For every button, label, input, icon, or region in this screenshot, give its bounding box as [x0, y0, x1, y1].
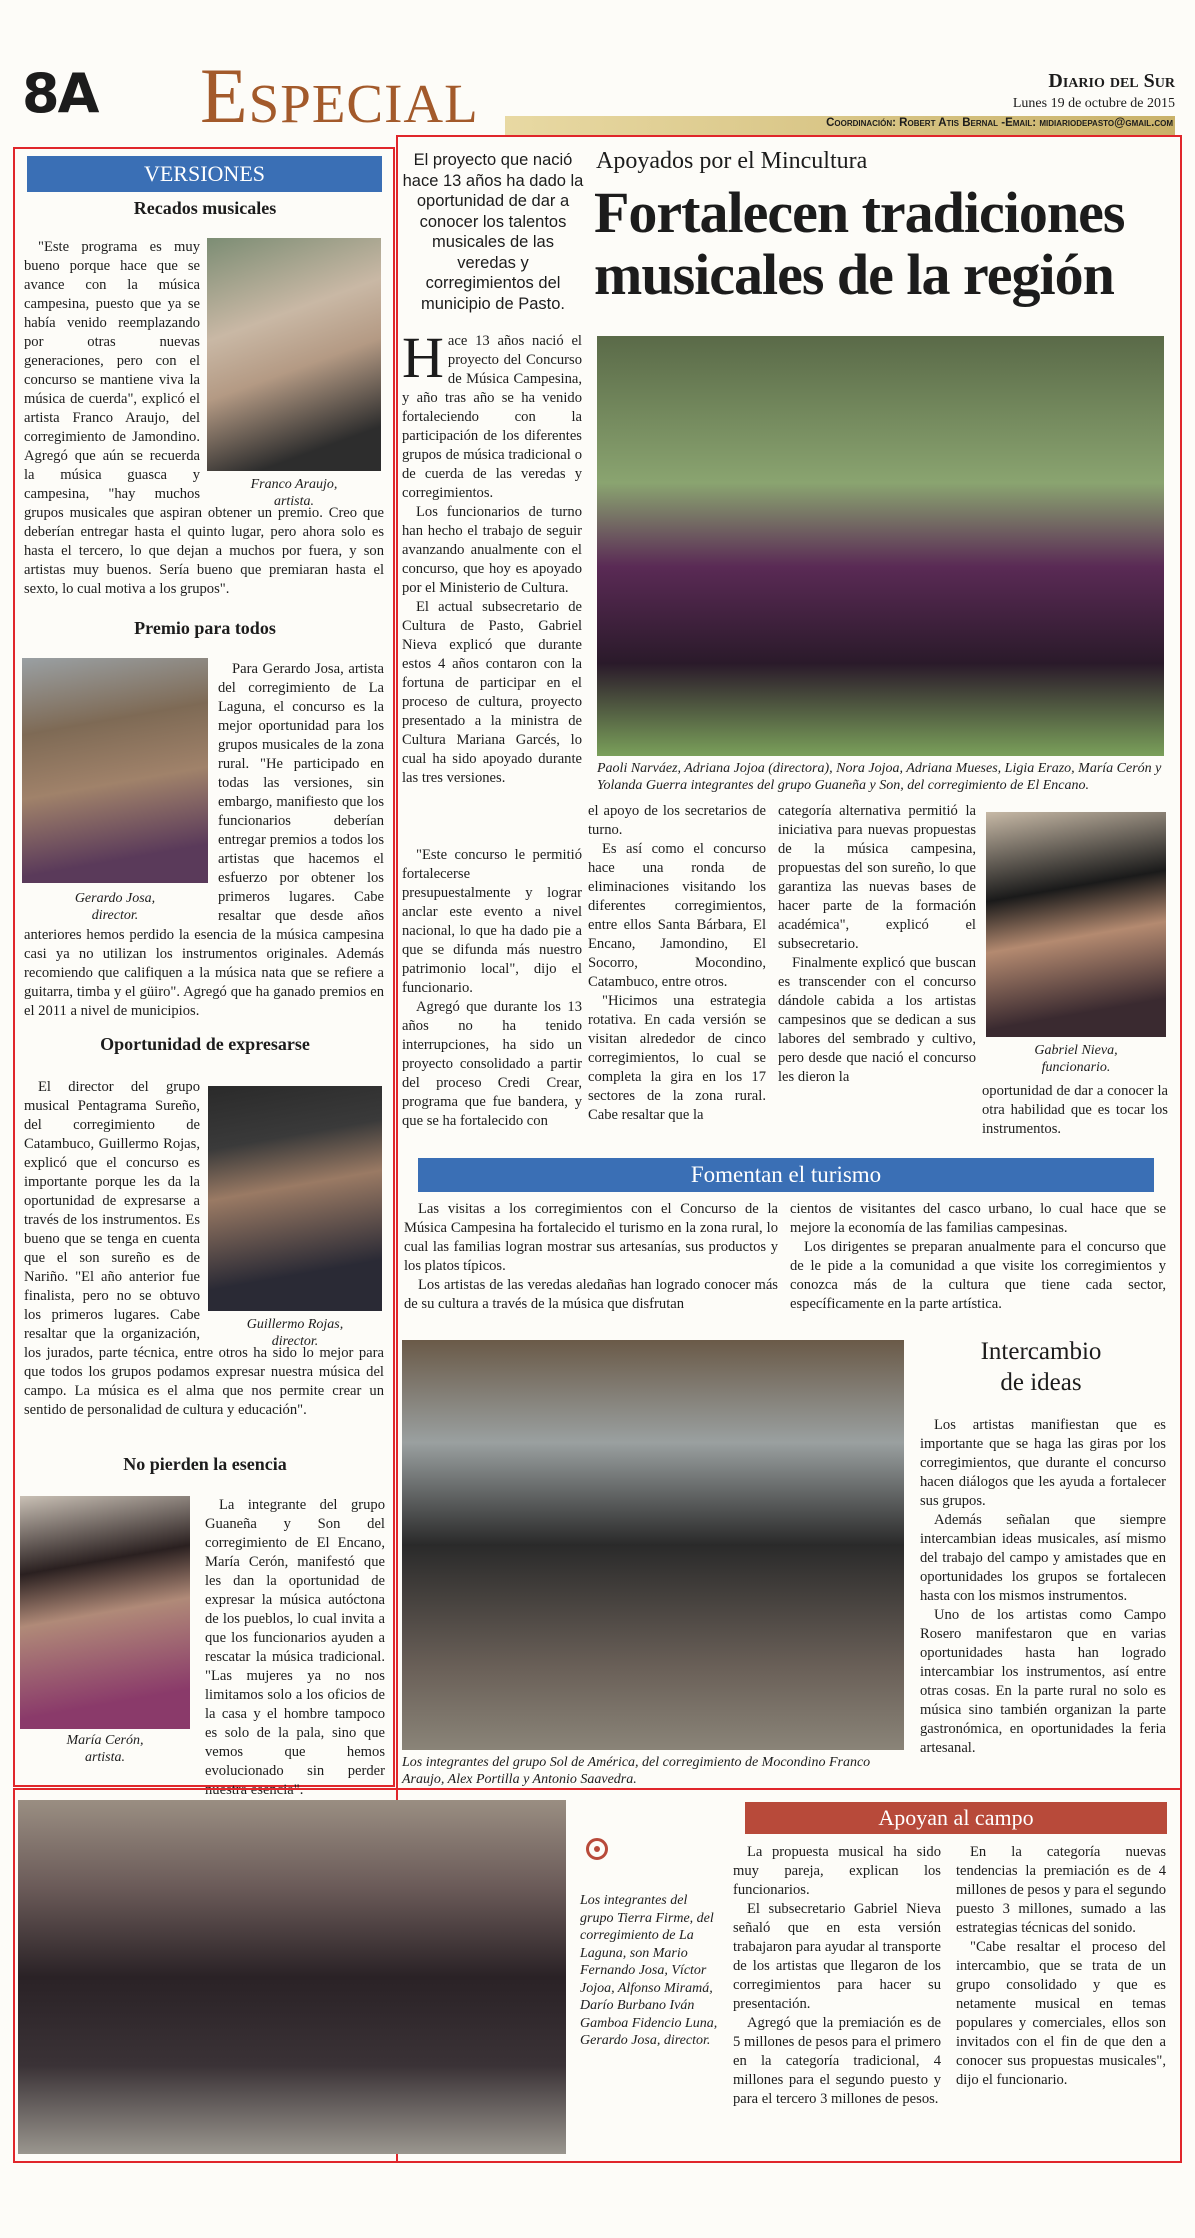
kicker: Apoyados por el Mincultura: [596, 148, 868, 174]
headline: Fortalecen tradiciones musicales de la región: [594, 180, 1125, 307]
turismo-p3: cientos de visitantes del casco urbano, lo cual hace que se mejore la economía de las familias campesinas.: [790, 1201, 1166, 1236]
photo-maria-ceron: [20, 1496, 190, 1729]
col4-p1: oportunidad de dar a conocer la otra habilidad que es tocar los instrumentos.: [982, 1083, 1168, 1137]
turismo-col2: [790, 1200, 1166, 1314]
photo-tierra-firme: [18, 1800, 566, 2154]
page-number: 8A: [22, 62, 98, 125]
main-col4: [982, 1082, 1168, 1139]
col1-p3: El actual subsecretario de Cultura de Pasto, Gabriel Nieva explicó que durante estos 4 años contaron con la fortuna de participar en el proceso de cultura, proyecto presentado a la ministra de Cultura Mariana Garcés, lo cual ha sido apoyado durante las tres versiones.: [402, 599, 582, 786]
main-col3: [778, 802, 976, 1087]
photo-gabriel-nieva: [986, 812, 1166, 1037]
caption-gerardo-name: Gerardo Josa,: [74, 891, 156, 906]
esencia-paragraph: La integrante del grupo Guaneña y Son del corregimiento de El Encano, María Cerón, manifestó que les dan la oportunidad de expresar la música autóctona de los pueblos, lo cual invita a que los funcionarios ayuden a rescatar la música tradicional. "Las mujeres ya no nos limitamos solo a los oficios de la casa y el hombre tampoco es solo de la pala, sino que vemos que hemos evolucionado sin perder nuestra esencia".: [205, 1497, 385, 1798]
photo-guanena-y-son: [597, 336, 1164, 756]
caption-maria-name: María Cerón,: [66, 1733, 144, 1748]
caption-gerardo-role: director.: [91, 908, 139, 923]
caption-maria: [20, 1732, 190, 1766]
turismo-p4: Los dirigentes se preparan anualmente para el concurso que de le pide a la comunidad a que visite los corregimientos y conozca más de la cultura que tiene cada sector, específicamente en la parte artística.: [790, 1239, 1166, 1312]
photo-sol-de-america: [402, 1340, 904, 1750]
apoyan-p2: El subsecretario Gabriel Nieva señaló que en esta versión trabajaron para ayudar al transporte de los artistas que llegaron de los corregimientos para hacer su presentación.: [733, 1901, 941, 2012]
photo1-caption: Paoli Narváez, Adriana Jojoa (directora), Nora Jojoa, Adriana Mueses, Ligia Erazo, María Cerón y Yolanda Guerra integrantes del grupo Guaneña y Son, del corregimiento de El Encano.: [597, 761, 1162, 793]
caption-franco-name: Franco Araujo,: [250, 477, 338, 492]
caption-guillermo-role: director.: [271, 1334, 319, 1349]
intercambio-p2: Además señalan que siempre intercambian ideas musicales, así mismo del trabajo del campo y amistades que en oportunidades los grupos se fortalecen hasta con los mismos instrumentos.: [920, 1512, 1166, 1604]
col1-p4: "Este concurso le permitió fortalecerse presupuestalmente y lograr anclar este evento a nivel nacional, lo que ha dado pie a que se difunda más nuestro patrimonio local", dijo el funcionario.: [402, 847, 582, 996]
col2-p3: "Hicimos una estrategia rotativa. En cada versión se visitan alrededor de cinco corregimientos, lo cual se completa la gira en los 17 sectores de la zona rural. Cabe resaltar que la: [588, 993, 766, 1123]
apoyan-col1: [733, 1843, 941, 2109]
col2-p1: el apoyo de los secretarios de turno.: [588, 803, 766, 838]
col1-p2: Los funcionarios de turno han hecho el trabajo de seguir avanzando anualmente con el concurso, que hoy es apoyado por el Ministerio de Cultura.: [402, 504, 582, 596]
caption-guillermo-name: Guillermo Rojas,: [246, 1317, 344, 1332]
intercambio-title: [916, 1336, 1166, 1398]
sidebar-title-premio: Premio para todos: [134, 618, 276, 638]
sidebar-text-premio: [24, 660, 384, 1021]
oportunidad-paragraph: El director del grupo musical Pentagrama Sureño, del corregimiento de Catambuco, Guillermo Rojas, explicó que el concurso es importante porque les da la oportunidad de expresarse a través de los instrumentos. Es bueno que se tenga en cuenta que el son sureño es de Nariño. "El año anterior fue finalista, pero no se obtuvo los primeros lugares. Cabe resaltar que la organización, los jurados, parte técnica, entre otros ha sido lo mejor para que todos los grupos podamos expresar nuestra música del campo. La música es el alma que nos permite crear un sentido de personalidad de cultura y educación".: [24, 1079, 384, 1418]
apoyan-p1: La propuesta musical ha sido muy pareja, explican los funcionarios.: [733, 1844, 941, 1898]
caption-gabriel-name: Gabriel Nieva,: [1034, 1043, 1118, 1058]
apoyan-col2: [956, 1843, 1166, 2090]
sidebar-title-recados: Recados musicales: [133, 198, 277, 218]
caption-franco-role: artista.: [273, 494, 315, 509]
section-title: Especial: [200, 52, 479, 139]
paper-name: Diario del Sur: [1048, 70, 1175, 92]
main-col1-bottom: [402, 846, 582, 1131]
col3-p1: categoría alternativa permitió la iniciativa para nuevas propuestas de la música campesina, propuestas del son sureño, lo que garantiza las nuevas bases de hacer parte de la formación académica", explicó el subsecretario.: [778, 803, 976, 952]
main-col1: [402, 325, 582, 788]
caption-gabriel: [986, 1042, 1166, 1076]
photo2-caption: Los integrantes del grupo Sol de América, del corregimiento de Mocondino Franco Araujo, Alex Portilla y Antonio Saavedra.: [402, 1755, 871, 1787]
apoyan-p3: Agregó que la premiación es de 5 millones de pesos para el primero en la categoría tradicional, 4 millones para el segundo puesto y para el tercero 3 millones de pesos.: [733, 2015, 941, 2107]
apoyan-header: Apoyan al campo: [745, 1802, 1167, 1834]
col3-p2: Finalmente explicó que buscan es transcender con el concurso dándole cabida a los artistas campesinos que se dedican a sus labores del sembrado y cultivo, pero desde que nació el concurso les dieron la: [778, 955, 976, 1085]
col1-p1: ace 13 años nació el proyecto del Concurso de Música Campesina, y año tras año se ha venido fortaleciendo con la participación de los diferentes grupos de música tradicional o de cuerda de las veredas y corregimientos.: [402, 333, 582, 501]
intercambio-title-line2: de ideas: [1000, 1369, 1082, 1396]
intercambio-title-line1: Intercambio: [980, 1338, 1102, 1365]
sidebar-title-esencia: No pierden la esencia: [123, 1454, 287, 1474]
col1-p5: Agregó que durante los 13 años no ha tenido interrupciones, ha sido un proyecto consolidado a partir del proceso Credi Crear, programa que fue bandera, y que se ha fortalecido con: [402, 999, 582, 1129]
turismo-header: Fomentan el turismo: [418, 1158, 1154, 1192]
premio-paragraph: Para Gerardo Josa, artista del corregimiento de La Laguna, el concurso es la mejor oportunidad para los grupos musicales de la zona rural. "He participado en todas las versiones, sin embargo, manifiesto que los funcionarios deberían entregar premios a todos los artistas que hacemos el esfuerzo por obtener los primeros lugares. Cabe resaltar que desde años anteriores hemos perdido la esencia de la música campesina casi ya no utilizan los instrumentos originales. Además recomiendo que califiquen a la música nata que se refiere a guitarra, timba y el güiro". Agregó que ha ganado premios en el 2011 a nivel de municipios.: [24, 661, 384, 1019]
col2-p2: Es así como el concurso hace una ronda de eliminaciones visitando los diferentes corregimientos, entre ellos Santa Bárbara, El Encano, Jamondino, El Socorro, Mocondino, Catambuco, entre otros.: [588, 841, 766, 990]
coordination-line: Coordinación: Robert Atis Bernal -Email: midiariodepasto@gmail.com: [826, 117, 1173, 129]
caption-gabriel-role: funcionario.: [1041, 1060, 1111, 1075]
target-icon: [586, 1838, 608, 1860]
pullquote: El proyecto que nació hace 13 años ha dado la oportunidad de dar a conocer los talentos musicales de las veredas y corregimientos del municipio de Pasto.: [402, 151, 584, 313]
intercambio-text: [920, 1416, 1166, 1758]
sidebar-text-oportunidad: [24, 1078, 384, 1420]
turismo-p2: Los artistas de las veredas aledañas han logrado conocer más de su cultura a través de la música que disfrutan: [404, 1277, 778, 1312]
apoyan-p4: En la categoría nuevas tendencias la premiación es de 4 millones de pesos y para el segundo puesto 3 millones, sumado a las estrategias técnicas del sonido.: [956, 1844, 1166, 1936]
recados-paragraph: "Este programa es muy bueno porque hace que se avance con la música campesina, puesto que ya se había venido reemplazando por otras nuevas generaciones, pero con el concurso se mantiene viva la música de cuerda", explicó el artista Franco Araujo, del corregimiento de Jamondino. Agregó que aún se recuerda la música guasca y campesina, "hay muchos grupos musicales que aspiran obtener un premio. Creo que deberían entregar hasta el quinto lugar, pero ahora solo es hasta el tercero, lo que dejan a muchos por fuera, y son artistas muy buenos. Sería bueno que premiaran hasta el sexto, lo cual motiva a los grupos".: [24, 239, 384, 597]
intercambio-p1: Los artistas manifiestan que es importante que se haga las giras por los corregimientos, que durante el concurso hacen diálogos que les ayuda a fortalecer sus grupos.: [920, 1417, 1166, 1509]
dropcap: H: [402, 325, 444, 390]
caption-maria-role: artista.: [84, 1750, 126, 1765]
sidebar-text-recados: [24, 238, 384, 599]
bottom-caption: Los integrantes del grupo Tierra Firme, del corregimiento de La Laguna, son Mario Fernando Josa, Víctor Jojoa, Alfonso Miramá, Darío Burbano Iván Gamboa Fidencio Luna, Gerardo Josa, director.: [580, 1893, 718, 2048]
sidebar-header: VERSIONES: [27, 156, 382, 192]
sidebar-text-esencia: [205, 1496, 385, 1800]
turismo-col1: [404, 1200, 778, 1314]
sidebar-title-oportunidad: Oportunidad de expresarse: [100, 1034, 310, 1054]
intercambio-p3: Uno de los artistas como Campo Rosero manifestaron que en varias oportunidades hasta han logrado intercambiar los instrumentos, así entre otras cosas. En la parte rural no solo es música sino también organizan la parte gastronómica, en oportunidades la feria artesanal.: [920, 1607, 1166, 1756]
apoyan-p5: "Cabe resaltar el proceso del intercambio, que se trata de un grupo consolidado y que es netamente musical en temas populares y comerciales, ellos son invitados con el fin de que den a conocer sus propuestas musicales", dijo el funcionario.: [956, 1939, 1166, 2088]
turismo-p1: Las visitas a los corregimientos con el Concurso de la Música Campesina ha fortalecido el turismo en la zona rural, lo cual las familias logran mostrar sus artesanías, sus productos y los platos típicos.: [404, 1201, 778, 1274]
main-col2: [588, 802, 766, 1125]
issue-date: Lunes 19 de octubre de 2015: [1012, 96, 1175, 111]
